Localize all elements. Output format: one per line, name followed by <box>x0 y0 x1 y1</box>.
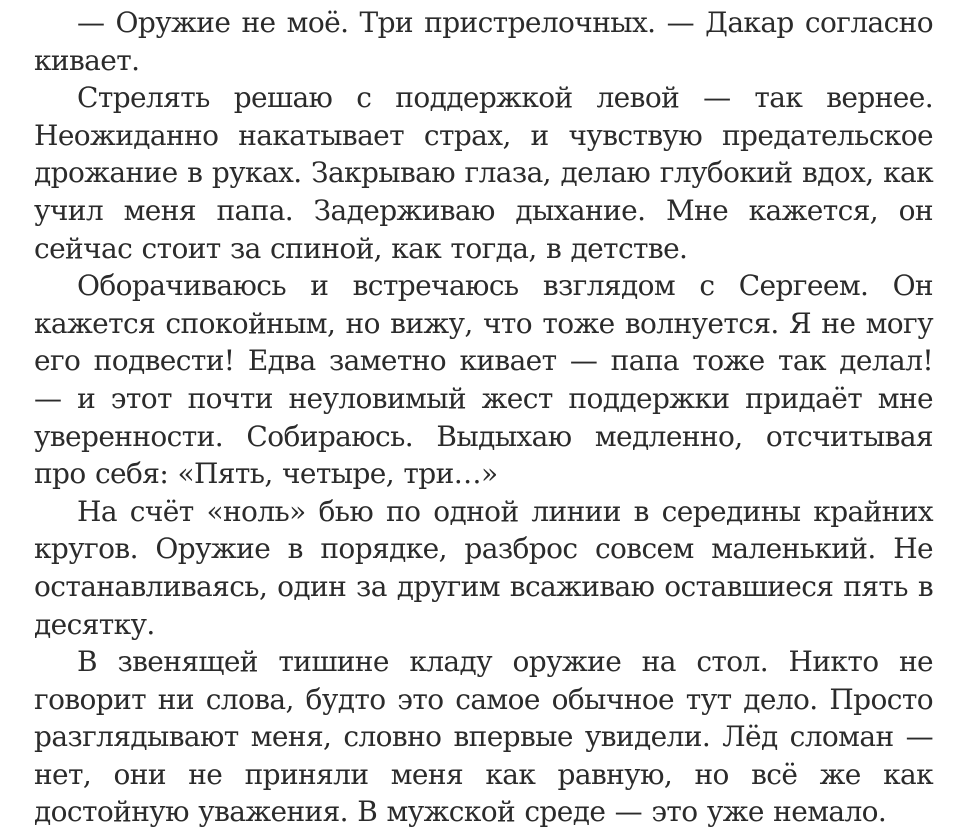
paragraph-1: — Оружие не моё. Три пристрелочных. — Дакар согласно кивает. <box>34 6 933 77</box>
paragraph-4: На счёт «ноль» бью по одной линии в середины крайних кругов. Оружие в порядке, разброс совсем маленький. Не останавливаясь, один за другим всаживаю оставшиеся пять в десятку. <box>34 494 933 641</box>
paragraph-3: Оборачиваюсь и встречаюсь взглядом с Сергеем. Он кажется спокойным, но вижу, что тоже волнуется. Я не могу его подвести! Едва заметно кивает — папа тоже так делал! — и этот почти неуловимый жест поддержки придаёт мне уверенности. Собираюсь. Выдыхаю медленно, отсчитывая про себя: «Пять, четыре, три…» <box>34 269 933 491</box>
paragraph-2: Стрелять решаю с поддержкой левой — так вернее. Неожиданно накатывает страх, и чувствую предательское дрожание в руках. Закрываю глаза, делаю глубокий вдох, как учил меня папа. Задерживаю дыхание. Мне кажется, он сейчас стоит за спиной, как тогда, в детстве. <box>34 81 933 265</box>
paragraph-5: В звенящей тишине кладу оружие на стол. Никто не говорит ни слова, будто это самое обычное тут дело. Просто разглядывают меня, словно впервые увидели. Лёд сломан — нет, они не приняли меня как равную, но всё же как достойную уважения. В мужской среде — это уже немало. <box>34 645 933 829</box>
